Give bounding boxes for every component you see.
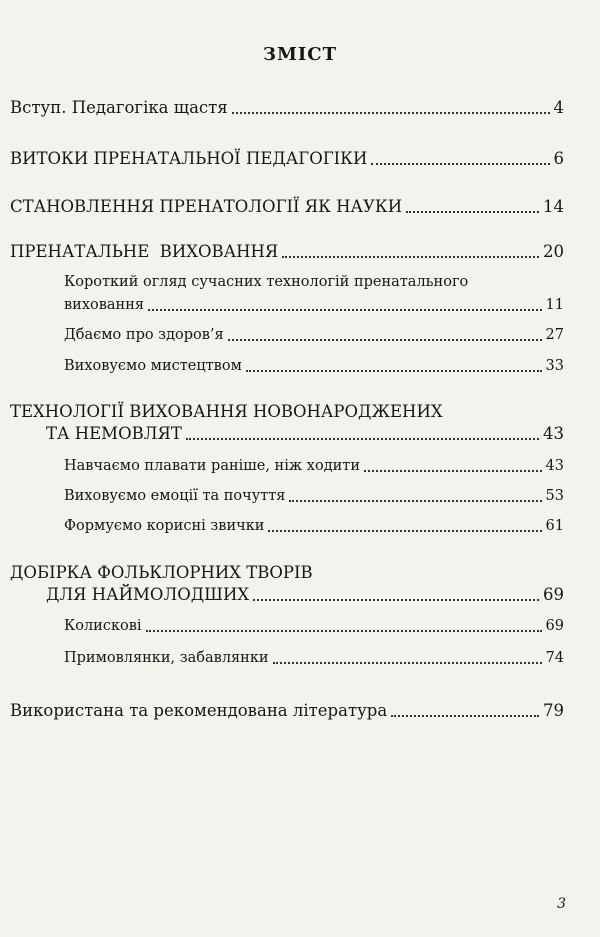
toc-entry-page: 20 (543, 242, 564, 261)
dot-leader (371, 162, 549, 165)
toc-entry-newborn[interactable] (46, 424, 564, 444)
toc-entry-label: ВИТОКИ ПРЕНАТАЛЬНОЇ ПЕДАГОГІКИ (10, 149, 368, 168)
toc-entry-label: Вступ. Педагогіка щастя (10, 98, 228, 117)
toc-entry-page: 43 (545, 458, 564, 474)
toc-entry-habits[interactable] (64, 516, 564, 536)
toc-entry-page: 27 (545, 327, 564, 343)
dot-leader (148, 308, 542, 311)
toc-entry-label: Колискові (64, 618, 142, 634)
toc-entry-label: Примовлянки, забавлянки (64, 650, 269, 666)
toc-entry-lullabies[interactable] (64, 616, 564, 636)
toc-entry-page: 14 (543, 197, 564, 216)
dot-leader (268, 529, 541, 532)
toc-entry-label: СТАНОВЛЕННЯ ПРЕНАТОЛОГІЇ ЯК НАУКИ (10, 197, 403, 216)
toc-entry-page: 11 (545, 297, 564, 313)
toc-entry-folk[interactable] (46, 585, 564, 605)
toc-entry-intro[interactable] (10, 98, 564, 118)
dot-leader (228, 338, 542, 341)
toc-entry-health[interactable] (64, 325, 564, 345)
toc-entry-swim[interactable] (64, 456, 564, 476)
toc-entry-prenatal-tech[interactable] (64, 295, 564, 315)
toc-entry-page: 74 (545, 650, 564, 666)
toc-entry-page: 33 (545, 358, 564, 374)
toc-entry-page: 43 (543, 424, 564, 443)
dot-leader (289, 499, 541, 502)
toc-entry-label: Використана та рекомендована література (10, 701, 388, 720)
toc-entry-page: 69 (545, 618, 564, 634)
toc-entry-label: Навчаємо плавати раніше, ніж ходити (64, 458, 360, 474)
toc-entry-page: 53 (545, 488, 564, 504)
dot-leader (253, 598, 539, 601)
toc-entry-prenatal-tech-line1[interactable]: Короткий огляд сучасних технологій пренатального (64, 274, 469, 290)
toc-entry-origins[interactable] (10, 149, 564, 169)
toc-entry-formation[interactable] (10, 197, 564, 217)
toc-entry-label: Дбаємо про здоров’я (64, 327, 224, 343)
toc-entry-label: Виховуємо мистецтвом (64, 358, 242, 374)
toc-entry-page: 61 (545, 518, 564, 534)
toc-entry-label: ПРЕНАТАЛЬНЕ ВИХОВАННЯ (10, 242, 279, 261)
dot-leader (246, 369, 542, 372)
page-number: 3 (557, 896, 566, 912)
dot-leader (232, 111, 550, 114)
toc-entry-label: ДЛЯ НАЙМОЛОДШИХ (46, 585, 250, 604)
toc-entry-prenatal[interactable] (10, 242, 564, 262)
toc-entry-folk-line1[interactable]: ДОБІРКА ФОЛЬКЛОРНИХ ТВОРІВ (10, 563, 313, 582)
toc-entry-rhymes[interactable] (64, 648, 564, 668)
dot-leader (406, 210, 539, 213)
toc-entry-emotions[interactable] (64, 486, 564, 506)
toc-entry-label: Виховуємо емоції та почуття (64, 488, 286, 504)
dot-leader (273, 661, 542, 664)
dot-leader (364, 469, 542, 472)
toc-entry-label: ТА НЕМОВЛЯТ (46, 424, 182, 443)
toc-entry-art[interactable] (64, 356, 564, 376)
toc-entry-literature[interactable] (10, 701, 564, 721)
toc-entry-label: Формуємо корисні звички (64, 518, 265, 534)
toc-entry-page: 79 (543, 701, 564, 720)
page-title: ЗМІСТ (262, 44, 338, 65)
toc-entry-newborn-line1[interactable]: ТЕХНОЛОГІЇ ВИХОВАННЯ НОВОНАРОДЖЕНИХ (10, 402, 443, 421)
dot-leader (186, 437, 539, 440)
dot-leader (391, 714, 539, 717)
dot-leader (146, 629, 542, 632)
toc-entry-page: 6 (553, 149, 564, 168)
toc-entry-page: 4 (553, 98, 564, 117)
dot-leader (282, 255, 539, 258)
toc-entry-label: виховання (64, 297, 145, 313)
toc-entry-page: 69 (543, 585, 564, 604)
